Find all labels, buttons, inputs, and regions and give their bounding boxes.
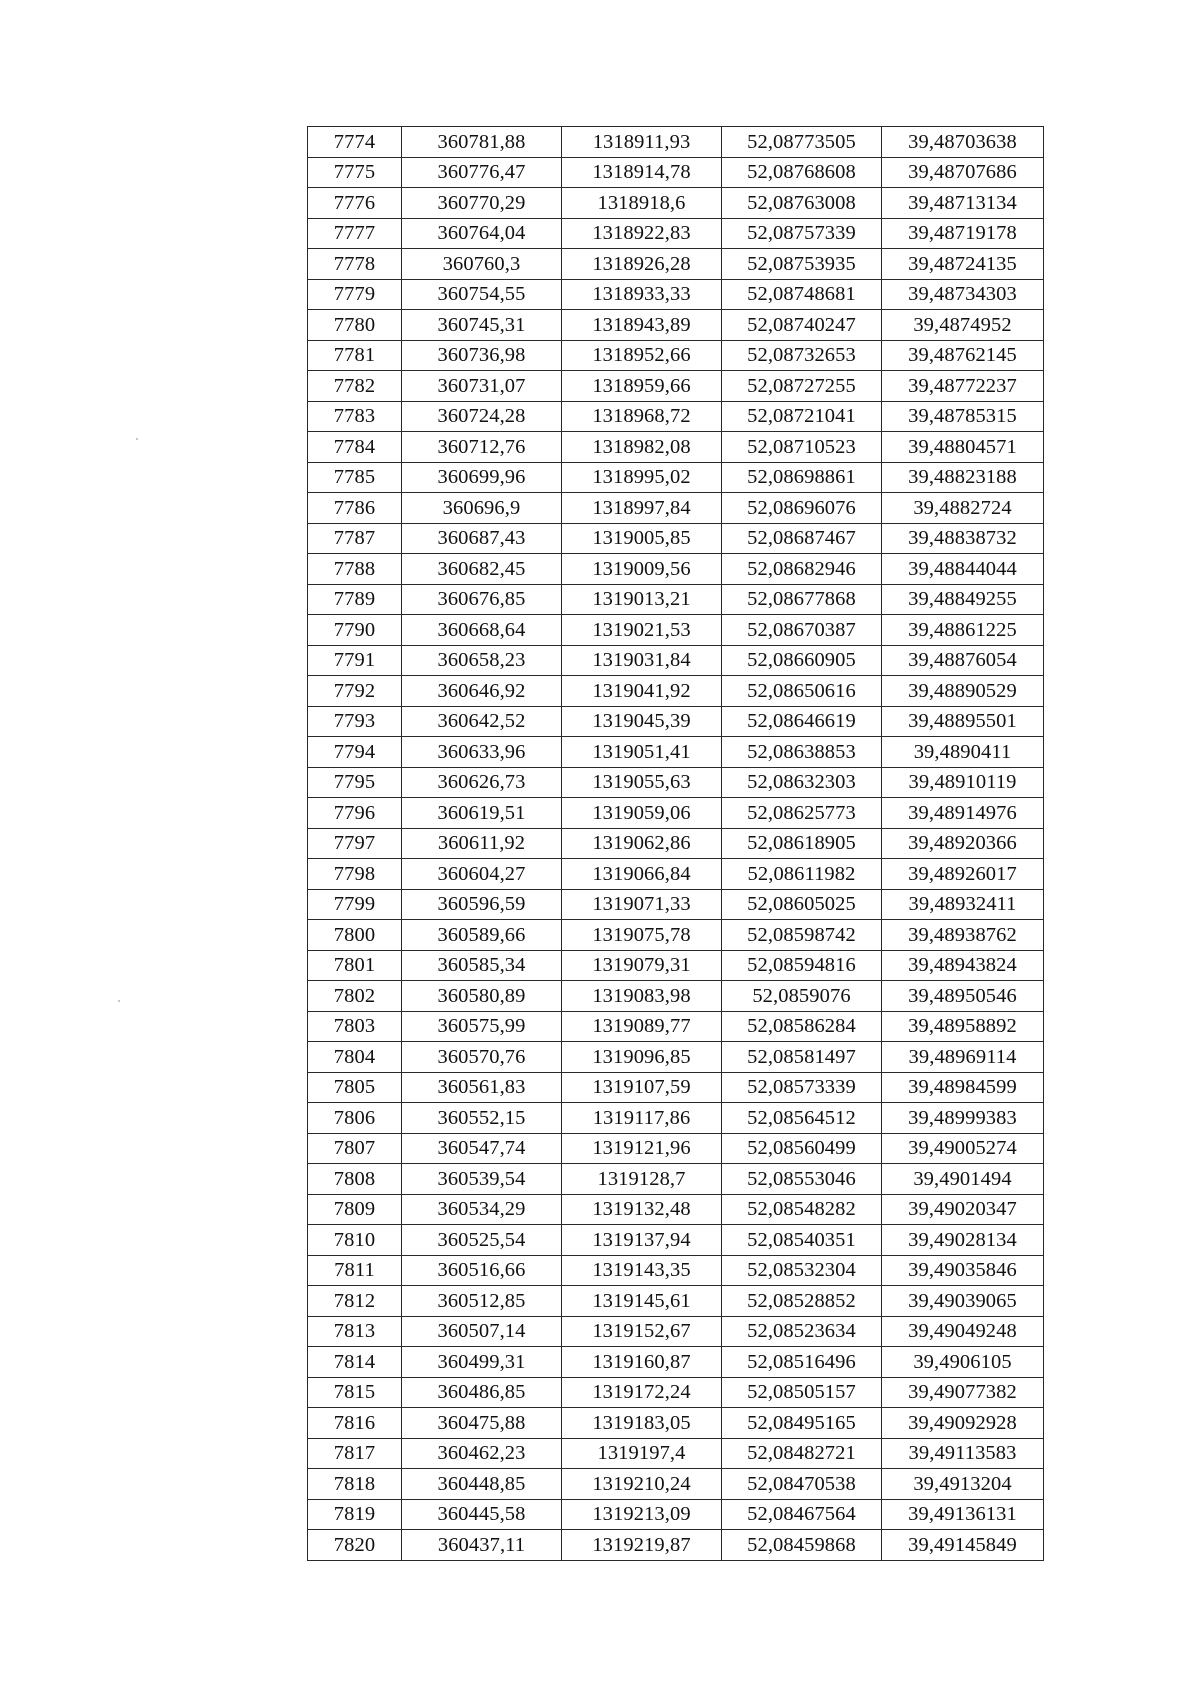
x-coordinate-cell: 360575,99 bbox=[402, 1011, 562, 1042]
latitude-cell: 52,08646619 bbox=[722, 706, 882, 737]
x-coordinate-cell: 360552,15 bbox=[402, 1103, 562, 1134]
longitude-cell: 39,4913204 bbox=[882, 1469, 1044, 1500]
table-row bbox=[308, 1408, 1044, 1439]
table-row bbox=[308, 157, 1044, 188]
latitude-cell: 52,08682946 bbox=[722, 554, 882, 585]
x-coordinate-cell: 360754,55 bbox=[402, 279, 562, 310]
longitude-cell: 39,48861225 bbox=[882, 615, 1044, 646]
y-coordinate-cell: 1319121,96 bbox=[562, 1133, 722, 1164]
y-coordinate-cell: 1318995,02 bbox=[562, 462, 722, 493]
longitude-cell: 39,48958892 bbox=[882, 1011, 1044, 1042]
point-number-cell: 7815 bbox=[308, 1377, 402, 1408]
latitude-cell: 52,08696076 bbox=[722, 493, 882, 524]
scan-speck bbox=[118, 1000, 120, 1002]
longitude-cell: 39,48890529 bbox=[882, 676, 1044, 707]
table-row bbox=[308, 1377, 1044, 1408]
point-number-cell: 7795 bbox=[308, 767, 402, 798]
longitude-cell: 39,48938762 bbox=[882, 920, 1044, 951]
x-coordinate-cell: 360448,85 bbox=[402, 1469, 562, 1500]
y-coordinate-cell: 1319062,86 bbox=[562, 828, 722, 859]
point-number-cell: 7783 bbox=[308, 401, 402, 432]
point-number-cell: 7785 bbox=[308, 462, 402, 493]
table-row bbox=[308, 1042, 1044, 1073]
point-number-cell: 7797 bbox=[308, 828, 402, 859]
latitude-cell: 52,08573339 bbox=[722, 1072, 882, 1103]
table-row bbox=[308, 310, 1044, 341]
table-row bbox=[308, 981, 1044, 1012]
x-coordinate-cell: 360696,9 bbox=[402, 493, 562, 524]
point-number-cell: 7790 bbox=[308, 615, 402, 646]
longitude-cell: 39,4890411 bbox=[882, 737, 1044, 768]
x-coordinate-cell: 360633,96 bbox=[402, 737, 562, 768]
point-number-cell: 7774 bbox=[308, 127, 402, 158]
table-row bbox=[308, 767, 1044, 798]
y-coordinate-cell: 1319117,86 bbox=[562, 1103, 722, 1134]
table-row bbox=[308, 249, 1044, 280]
latitude-cell: 52,08548282 bbox=[722, 1194, 882, 1225]
latitude-cell: 52,08721041 bbox=[722, 401, 882, 432]
y-coordinate-cell: 1319075,78 bbox=[562, 920, 722, 951]
point-number-cell: 7794 bbox=[308, 737, 402, 768]
longitude-cell: 39,48999383 bbox=[882, 1103, 1044, 1134]
table-row bbox=[308, 1011, 1044, 1042]
x-coordinate-cell: 360570,76 bbox=[402, 1042, 562, 1073]
longitude-cell: 39,49113583 bbox=[882, 1438, 1044, 1469]
latitude-cell: 52,08670387 bbox=[722, 615, 882, 646]
table-row bbox=[308, 950, 1044, 981]
longitude-cell: 39,48950546 bbox=[882, 981, 1044, 1012]
point-number-cell: 7811 bbox=[308, 1255, 402, 1286]
x-coordinate-cell: 360475,88 bbox=[402, 1408, 562, 1439]
latitude-cell: 52,08467564 bbox=[722, 1499, 882, 1530]
y-coordinate-cell: 1318943,89 bbox=[562, 310, 722, 341]
table-row bbox=[308, 1255, 1044, 1286]
table-row bbox=[308, 1438, 1044, 1469]
x-coordinate-cell: 360699,96 bbox=[402, 462, 562, 493]
y-coordinate-cell: 1319055,63 bbox=[562, 767, 722, 798]
table-row bbox=[308, 188, 1044, 219]
x-coordinate-cell: 360437,11 bbox=[402, 1530, 562, 1561]
latitude-cell: 52,08560499 bbox=[722, 1133, 882, 1164]
longitude-cell: 39,48734303 bbox=[882, 279, 1044, 310]
latitude-cell: 52,08459868 bbox=[722, 1530, 882, 1561]
x-coordinate-cell: 360712,76 bbox=[402, 432, 562, 463]
x-coordinate-cell: 360682,45 bbox=[402, 554, 562, 585]
table-row bbox=[308, 1072, 1044, 1103]
longitude-cell: 39,4906105 bbox=[882, 1347, 1044, 1378]
y-coordinate-cell: 1318911,93 bbox=[562, 127, 722, 158]
longitude-cell: 39,48926017 bbox=[882, 859, 1044, 890]
x-coordinate-cell: 360604,27 bbox=[402, 859, 562, 890]
table-row bbox=[308, 798, 1044, 829]
latitude-cell: 52,08470538 bbox=[722, 1469, 882, 1500]
y-coordinate-cell: 1319021,53 bbox=[562, 615, 722, 646]
point-number-cell: 7784 bbox=[308, 432, 402, 463]
y-coordinate-cell: 1318959,66 bbox=[562, 371, 722, 402]
longitude-cell: 39,48719178 bbox=[882, 218, 1044, 249]
latitude-cell: 52,08748681 bbox=[722, 279, 882, 310]
y-coordinate-cell: 1319083,98 bbox=[562, 981, 722, 1012]
point-number-cell: 7816 bbox=[308, 1408, 402, 1439]
coordinates-table-body bbox=[308, 127, 1044, 1561]
y-coordinate-cell: 1319183,05 bbox=[562, 1408, 722, 1439]
x-coordinate-cell: 360585,34 bbox=[402, 950, 562, 981]
x-coordinate-cell: 360486,85 bbox=[402, 1377, 562, 1408]
x-coordinate-cell: 360642,52 bbox=[402, 706, 562, 737]
x-coordinate-cell: 360731,07 bbox=[402, 371, 562, 402]
y-coordinate-cell: 1319071,33 bbox=[562, 889, 722, 920]
latitude-cell: 52,08564512 bbox=[722, 1103, 882, 1134]
point-number-cell: 7805 bbox=[308, 1072, 402, 1103]
latitude-cell: 52,08505157 bbox=[722, 1377, 882, 1408]
longitude-cell: 39,48785315 bbox=[882, 401, 1044, 432]
y-coordinate-cell: 1319145,61 bbox=[562, 1286, 722, 1317]
longitude-cell: 39,48707686 bbox=[882, 157, 1044, 188]
x-coordinate-cell: 360770,29 bbox=[402, 188, 562, 219]
latitude-cell: 52,08660905 bbox=[722, 645, 882, 676]
point-number-cell: 7778 bbox=[308, 249, 402, 280]
latitude-cell: 52,08698861 bbox=[722, 462, 882, 493]
x-coordinate-cell: 360646,92 bbox=[402, 676, 562, 707]
point-number-cell: 7776 bbox=[308, 188, 402, 219]
longitude-cell: 39,48920366 bbox=[882, 828, 1044, 859]
point-number-cell: 7799 bbox=[308, 889, 402, 920]
table-row bbox=[308, 1133, 1044, 1164]
x-coordinate-cell: 360499,31 bbox=[402, 1347, 562, 1378]
point-number-cell: 7800 bbox=[308, 920, 402, 951]
table-row bbox=[308, 828, 1044, 859]
y-coordinate-cell: 1319041,92 bbox=[562, 676, 722, 707]
point-number-cell: 7807 bbox=[308, 1133, 402, 1164]
table-row bbox=[308, 1347, 1044, 1378]
x-coordinate-cell: 360534,29 bbox=[402, 1194, 562, 1225]
scan-speck bbox=[136, 438, 138, 440]
y-coordinate-cell: 1318918,6 bbox=[562, 188, 722, 219]
table-row bbox=[308, 218, 1044, 249]
point-number-cell: 7802 bbox=[308, 981, 402, 1012]
longitude-cell: 39,49145849 bbox=[882, 1530, 1044, 1561]
longitude-cell: 39,4882724 bbox=[882, 493, 1044, 524]
coordinates-table bbox=[307, 126, 1044, 1561]
longitude-cell: 39,48703638 bbox=[882, 127, 1044, 158]
point-number-cell: 7792 bbox=[308, 676, 402, 707]
x-coordinate-cell: 360561,83 bbox=[402, 1072, 562, 1103]
latitude-cell: 52,08594816 bbox=[722, 950, 882, 981]
longitude-cell: 39,48804571 bbox=[882, 432, 1044, 463]
longitude-cell: 39,49136131 bbox=[882, 1499, 1044, 1530]
y-coordinate-cell: 1319005,85 bbox=[562, 523, 722, 554]
point-number-cell: 7801 bbox=[308, 950, 402, 981]
latitude-cell: 52,08598742 bbox=[722, 920, 882, 951]
latitude-cell: 52,0859076 bbox=[722, 981, 882, 1012]
y-coordinate-cell: 1319107,59 bbox=[562, 1072, 722, 1103]
table-row bbox=[308, 279, 1044, 310]
table-row bbox=[308, 462, 1044, 493]
x-coordinate-cell: 360580,89 bbox=[402, 981, 562, 1012]
longitude-cell: 39,48943824 bbox=[882, 950, 1044, 981]
y-coordinate-cell: 1319210,24 bbox=[562, 1469, 722, 1500]
latitude-cell: 52,08540351 bbox=[722, 1225, 882, 1256]
point-number-cell: 7793 bbox=[308, 706, 402, 737]
latitude-cell: 52,08768608 bbox=[722, 157, 882, 188]
latitude-cell: 52,08727255 bbox=[722, 371, 882, 402]
x-coordinate-cell: 360611,92 bbox=[402, 828, 562, 859]
table-row bbox=[308, 1225, 1044, 1256]
table-row bbox=[308, 1103, 1044, 1134]
latitude-cell: 52,08710523 bbox=[722, 432, 882, 463]
latitude-cell: 52,08581497 bbox=[722, 1042, 882, 1073]
table-row bbox=[308, 1286, 1044, 1317]
longitude-cell: 39,48724135 bbox=[882, 249, 1044, 280]
longitude-cell: 39,49049248 bbox=[882, 1316, 1044, 1347]
y-coordinate-cell: 1319079,31 bbox=[562, 950, 722, 981]
table-row bbox=[308, 127, 1044, 158]
latitude-cell: 52,08638853 bbox=[722, 737, 882, 768]
y-coordinate-cell: 1318926,28 bbox=[562, 249, 722, 280]
y-coordinate-cell: 1319219,87 bbox=[562, 1530, 722, 1561]
table-row bbox=[308, 920, 1044, 951]
x-coordinate-cell: 360760,3 bbox=[402, 249, 562, 280]
y-coordinate-cell: 1319051,41 bbox=[562, 737, 722, 768]
table-row bbox=[308, 1164, 1044, 1195]
longitude-cell: 39,48910119 bbox=[882, 767, 1044, 798]
y-coordinate-cell: 1318997,84 bbox=[562, 493, 722, 524]
latitude-cell: 52,08586284 bbox=[722, 1011, 882, 1042]
longitude-cell: 39,49039065 bbox=[882, 1286, 1044, 1317]
table-row bbox=[308, 1469, 1044, 1500]
latitude-cell: 52,08553046 bbox=[722, 1164, 882, 1195]
point-number-cell: 7781 bbox=[308, 340, 402, 371]
y-coordinate-cell: 1319066,84 bbox=[562, 859, 722, 890]
longitude-cell: 39,48713134 bbox=[882, 188, 1044, 219]
latitude-cell: 52,08773505 bbox=[722, 127, 882, 158]
x-coordinate-cell: 360745,31 bbox=[402, 310, 562, 341]
y-coordinate-cell: 1318914,78 bbox=[562, 157, 722, 188]
point-number-cell: 7796 bbox=[308, 798, 402, 829]
x-coordinate-cell: 360668,64 bbox=[402, 615, 562, 646]
longitude-cell: 39,49077382 bbox=[882, 1377, 1044, 1408]
x-coordinate-cell: 360516,66 bbox=[402, 1255, 562, 1286]
table-row bbox=[308, 706, 1044, 737]
latitude-cell: 52,08632303 bbox=[722, 767, 882, 798]
point-number-cell: 7791 bbox=[308, 645, 402, 676]
longitude-cell: 39,48772237 bbox=[882, 371, 1044, 402]
point-number-cell: 7810 bbox=[308, 1225, 402, 1256]
table-row bbox=[308, 523, 1044, 554]
latitude-cell: 52,08732653 bbox=[722, 340, 882, 371]
longitude-cell: 39,48932411 bbox=[882, 889, 1044, 920]
point-number-cell: 7782 bbox=[308, 371, 402, 402]
table-row bbox=[308, 889, 1044, 920]
point-number-cell: 7803 bbox=[308, 1011, 402, 1042]
y-coordinate-cell: 1319128,7 bbox=[562, 1164, 722, 1195]
y-coordinate-cell: 1319059,06 bbox=[562, 798, 722, 829]
table-row bbox=[308, 554, 1044, 585]
y-coordinate-cell: 1319045,39 bbox=[562, 706, 722, 737]
y-coordinate-cell: 1319143,35 bbox=[562, 1255, 722, 1286]
x-coordinate-cell: 360539,54 bbox=[402, 1164, 562, 1195]
x-coordinate-cell: 360776,47 bbox=[402, 157, 562, 188]
x-coordinate-cell: 360724,28 bbox=[402, 401, 562, 432]
point-number-cell: 7804 bbox=[308, 1042, 402, 1073]
y-coordinate-cell: 1318922,83 bbox=[562, 218, 722, 249]
table-row bbox=[308, 493, 1044, 524]
latitude-cell: 52,08677868 bbox=[722, 584, 882, 615]
longitude-cell: 39,48844044 bbox=[882, 554, 1044, 585]
longitude-cell: 39,48895501 bbox=[882, 706, 1044, 737]
y-coordinate-cell: 1319137,94 bbox=[562, 1225, 722, 1256]
point-number-cell: 7777 bbox=[308, 218, 402, 249]
longitude-cell: 39,48984599 bbox=[882, 1072, 1044, 1103]
x-coordinate-cell: 360764,04 bbox=[402, 218, 562, 249]
table-row bbox=[308, 584, 1044, 615]
x-coordinate-cell: 360512,85 bbox=[402, 1286, 562, 1317]
y-coordinate-cell: 1319009,56 bbox=[562, 554, 722, 585]
y-coordinate-cell: 1318968,72 bbox=[562, 401, 722, 432]
table-row bbox=[308, 371, 1044, 402]
x-coordinate-cell: 360547,74 bbox=[402, 1133, 562, 1164]
point-number-cell: 7812 bbox=[308, 1286, 402, 1317]
y-coordinate-cell: 1319152,67 bbox=[562, 1316, 722, 1347]
y-coordinate-cell: 1319213,09 bbox=[562, 1499, 722, 1530]
x-coordinate-cell: 360525,54 bbox=[402, 1225, 562, 1256]
x-coordinate-cell: 360462,23 bbox=[402, 1438, 562, 1469]
longitude-cell: 39,48969114 bbox=[882, 1042, 1044, 1073]
point-number-cell: 7789 bbox=[308, 584, 402, 615]
longitude-cell: 39,4901494 bbox=[882, 1164, 1044, 1195]
point-number-cell: 7780 bbox=[308, 310, 402, 341]
table-row bbox=[308, 401, 1044, 432]
latitude-cell: 52,08523634 bbox=[722, 1316, 882, 1347]
table-row bbox=[308, 737, 1044, 768]
latitude-cell: 52,08532304 bbox=[722, 1255, 882, 1286]
longitude-cell: 39,49028134 bbox=[882, 1225, 1044, 1256]
table-row bbox=[308, 1194, 1044, 1225]
x-coordinate-cell: 360445,58 bbox=[402, 1499, 562, 1530]
point-number-cell: 7787 bbox=[308, 523, 402, 554]
y-coordinate-cell: 1319197,4 bbox=[562, 1438, 722, 1469]
point-number-cell: 7775 bbox=[308, 157, 402, 188]
y-coordinate-cell: 1319160,87 bbox=[562, 1347, 722, 1378]
latitude-cell: 52,08618905 bbox=[722, 828, 882, 859]
longitude-cell: 39,48876054 bbox=[882, 645, 1044, 676]
point-number-cell: 7798 bbox=[308, 859, 402, 890]
point-number-cell: 7819 bbox=[308, 1499, 402, 1530]
latitude-cell: 52,08611982 bbox=[722, 859, 882, 890]
point-number-cell: 7806 bbox=[308, 1103, 402, 1134]
longitude-cell: 39,49020347 bbox=[882, 1194, 1044, 1225]
y-coordinate-cell: 1319089,77 bbox=[562, 1011, 722, 1042]
y-coordinate-cell: 1318982,08 bbox=[562, 432, 722, 463]
longitude-cell: 39,49035846 bbox=[882, 1255, 1044, 1286]
latitude-cell: 52,08625773 bbox=[722, 798, 882, 829]
latitude-cell: 52,08687467 bbox=[722, 523, 882, 554]
table-row bbox=[308, 859, 1044, 890]
latitude-cell: 52,08650616 bbox=[722, 676, 882, 707]
latitude-cell: 52,08528852 bbox=[722, 1286, 882, 1317]
y-coordinate-cell: 1319172,24 bbox=[562, 1377, 722, 1408]
table-row bbox=[308, 432, 1044, 463]
latitude-cell: 52,08516496 bbox=[722, 1347, 882, 1378]
point-number-cell: 7820 bbox=[308, 1530, 402, 1561]
x-coordinate-cell: 360589,66 bbox=[402, 920, 562, 951]
point-number-cell: 7786 bbox=[308, 493, 402, 524]
point-number-cell: 7818 bbox=[308, 1469, 402, 1500]
x-coordinate-cell: 360781,88 bbox=[402, 127, 562, 158]
latitude-cell: 52,08757339 bbox=[722, 218, 882, 249]
x-coordinate-cell: 360596,59 bbox=[402, 889, 562, 920]
longitude-cell: 39,48762145 bbox=[882, 340, 1044, 371]
x-coordinate-cell: 360687,43 bbox=[402, 523, 562, 554]
longitude-cell: 39,48849255 bbox=[882, 584, 1044, 615]
table-row bbox=[308, 615, 1044, 646]
point-number-cell: 7809 bbox=[308, 1194, 402, 1225]
latitude-cell: 52,08495165 bbox=[722, 1408, 882, 1439]
table-row bbox=[308, 1530, 1044, 1561]
longitude-cell: 39,49005274 bbox=[882, 1133, 1044, 1164]
y-coordinate-cell: 1318933,33 bbox=[562, 279, 722, 310]
longitude-cell: 39,48838732 bbox=[882, 523, 1044, 554]
longitude-cell: 39,48914976 bbox=[882, 798, 1044, 829]
y-coordinate-cell: 1319031,84 bbox=[562, 645, 722, 676]
point-number-cell: 7808 bbox=[308, 1164, 402, 1195]
latitude-cell: 52,08763008 bbox=[722, 188, 882, 219]
x-coordinate-cell: 360507,14 bbox=[402, 1316, 562, 1347]
x-coordinate-cell: 360619,51 bbox=[402, 798, 562, 829]
longitude-cell: 39,4874952 bbox=[882, 310, 1044, 341]
y-coordinate-cell: 1319096,85 bbox=[562, 1042, 722, 1073]
x-coordinate-cell: 360676,85 bbox=[402, 584, 562, 615]
x-coordinate-cell: 360736,98 bbox=[402, 340, 562, 371]
y-coordinate-cell: 1319132,48 bbox=[562, 1194, 722, 1225]
point-number-cell: 7788 bbox=[308, 554, 402, 585]
table-row bbox=[308, 1499, 1044, 1530]
x-coordinate-cell: 360658,23 bbox=[402, 645, 562, 676]
longitude-cell: 39,49092928 bbox=[882, 1408, 1044, 1439]
latitude-cell: 52,08482721 bbox=[722, 1438, 882, 1469]
point-number-cell: 7814 bbox=[308, 1347, 402, 1378]
table-row bbox=[308, 676, 1044, 707]
latitude-cell: 52,08740247 bbox=[722, 310, 882, 341]
latitude-cell: 52,08753935 bbox=[722, 249, 882, 280]
point-number-cell: 7813 bbox=[308, 1316, 402, 1347]
table-row bbox=[308, 340, 1044, 371]
point-number-cell: 7779 bbox=[308, 279, 402, 310]
x-coordinate-cell: 360626,73 bbox=[402, 767, 562, 798]
table-row bbox=[308, 1316, 1044, 1347]
y-coordinate-cell: 1318952,66 bbox=[562, 340, 722, 371]
latitude-cell: 52,08605025 bbox=[722, 889, 882, 920]
table-row bbox=[308, 645, 1044, 676]
longitude-cell: 39,48823188 bbox=[882, 462, 1044, 493]
point-number-cell: 7817 bbox=[308, 1438, 402, 1469]
y-coordinate-cell: 1319013,21 bbox=[562, 584, 722, 615]
